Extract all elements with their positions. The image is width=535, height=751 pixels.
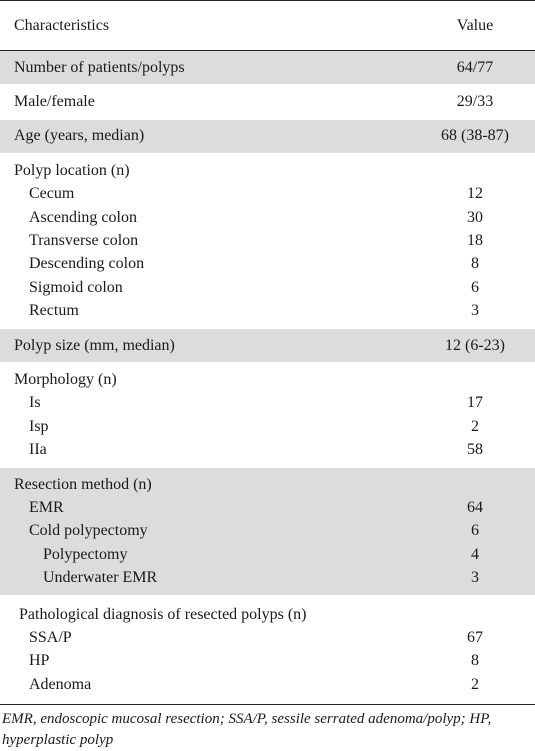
table-row	[0, 438, 535, 461]
row-label: SSA/P	[29, 628, 72, 646]
table-header	[0, 0, 535, 51]
row-label: Male/female	[14, 93, 95, 111]
row-value: 2	[471, 417, 479, 435]
table-row	[0, 368, 535, 391]
table-row	[0, 229, 535, 252]
row-label: HP	[29, 652, 50, 670]
table-row	[0, 626, 535, 649]
table-section	[0, 120, 535, 154]
row-label: Descending colon	[29, 255, 145, 273]
row-label: Underwater EMR	[43, 569, 158, 587]
table-row	[0, 183, 535, 206]
row-label: Pathological diagnosis of resected polyps (n)	[19, 605, 307, 623]
row-value: 3	[471, 569, 479, 587]
table-row	[0, 253, 535, 276]
row-value: 12 (6-23)	[445, 336, 505, 354]
row-label: Ascending colon	[29, 208, 137, 226]
row-value: 6	[471, 522, 479, 540]
header-value: Value	[456, 16, 494, 34]
row-value: 8	[471, 652, 479, 670]
row-value: 68 (38-87)	[441, 127, 509, 145]
row-label: Adenoma	[29, 675, 92, 693]
table-row	[0, 392, 535, 415]
row-value: 29/33	[456, 93, 494, 111]
table-row	[0, 543, 535, 566]
row-label: Is	[29, 394, 41, 412]
table-row	[0, 603, 535, 626]
row-label: Age (years, median)	[14, 127, 145, 145]
table-section	[0, 468, 535, 596]
row-label: Cold polypectomy	[29, 522, 148, 540]
row-value: 58	[467, 441, 483, 459]
row-value: 12	[467, 185, 483, 203]
table-row	[0, 520, 535, 543]
table-row	[0, 206, 535, 229]
table-row	[0, 650, 535, 673]
table-section	[0, 363, 535, 468]
row-label: Resection method (n)	[14, 475, 152, 493]
row-label: Isp	[29, 417, 49, 435]
row-value: 3	[471, 302, 479, 320]
row-label: Morphology (n)	[14, 370, 117, 388]
table-row	[0, 159, 535, 182]
row-label: Transverse colon	[29, 232, 139, 250]
table-footnote: EMR, endoscopic mucosal resection; SSA/P, sessile serrated adenoma/polyp; HP, hyperplastic polyp	[0, 704, 535, 751]
table-section	[0, 85, 535, 119]
table-row	[0, 566, 535, 589]
table-row	[0, 334, 535, 357]
row-value: 18	[467, 232, 483, 250]
row-value: 4	[471, 545, 479, 563]
row-value: 17	[467, 394, 483, 412]
row-label: EMR	[29, 498, 64, 516]
row-label: Number of patients/polyps	[14, 58, 185, 76]
table-row	[0, 300, 535, 323]
row-label: Polypectomy	[43, 545, 128, 563]
row-label: Sigmoid colon	[29, 278, 123, 296]
table-row	[0, 673, 535, 696]
row-value: 67	[467, 628, 483, 646]
row-label: Polyp location (n)	[14, 161, 130, 179]
row-value: 30	[467, 208, 483, 226]
row-value: 8	[471, 255, 479, 273]
table-row	[0, 415, 535, 438]
row-label: Rectum	[29, 302, 79, 320]
row-value: 2	[471, 675, 479, 693]
row-label: Polyp size (mm, median)	[14, 336, 175, 354]
row-value: 6	[471, 278, 479, 296]
table-row	[0, 56, 535, 79]
table-section	[0, 154, 535, 329]
table-row	[0, 473, 535, 496]
row-label: Cecum	[29, 185, 75, 203]
table-row	[0, 276, 535, 299]
table-section	[0, 596, 535, 705]
row-value: 64/77	[456, 58, 494, 76]
table-row	[0, 90, 535, 113]
row-value: 64	[467, 498, 483, 516]
table-row	[0, 496, 535, 519]
row-label: IIa	[29, 441, 47, 459]
table-section	[0, 51, 535, 85]
table-section	[0, 329, 535, 363]
table-row	[0, 125, 535, 148]
header-characteristics: Characteristics	[14, 16, 110, 34]
table-body	[0, 51, 535, 704]
